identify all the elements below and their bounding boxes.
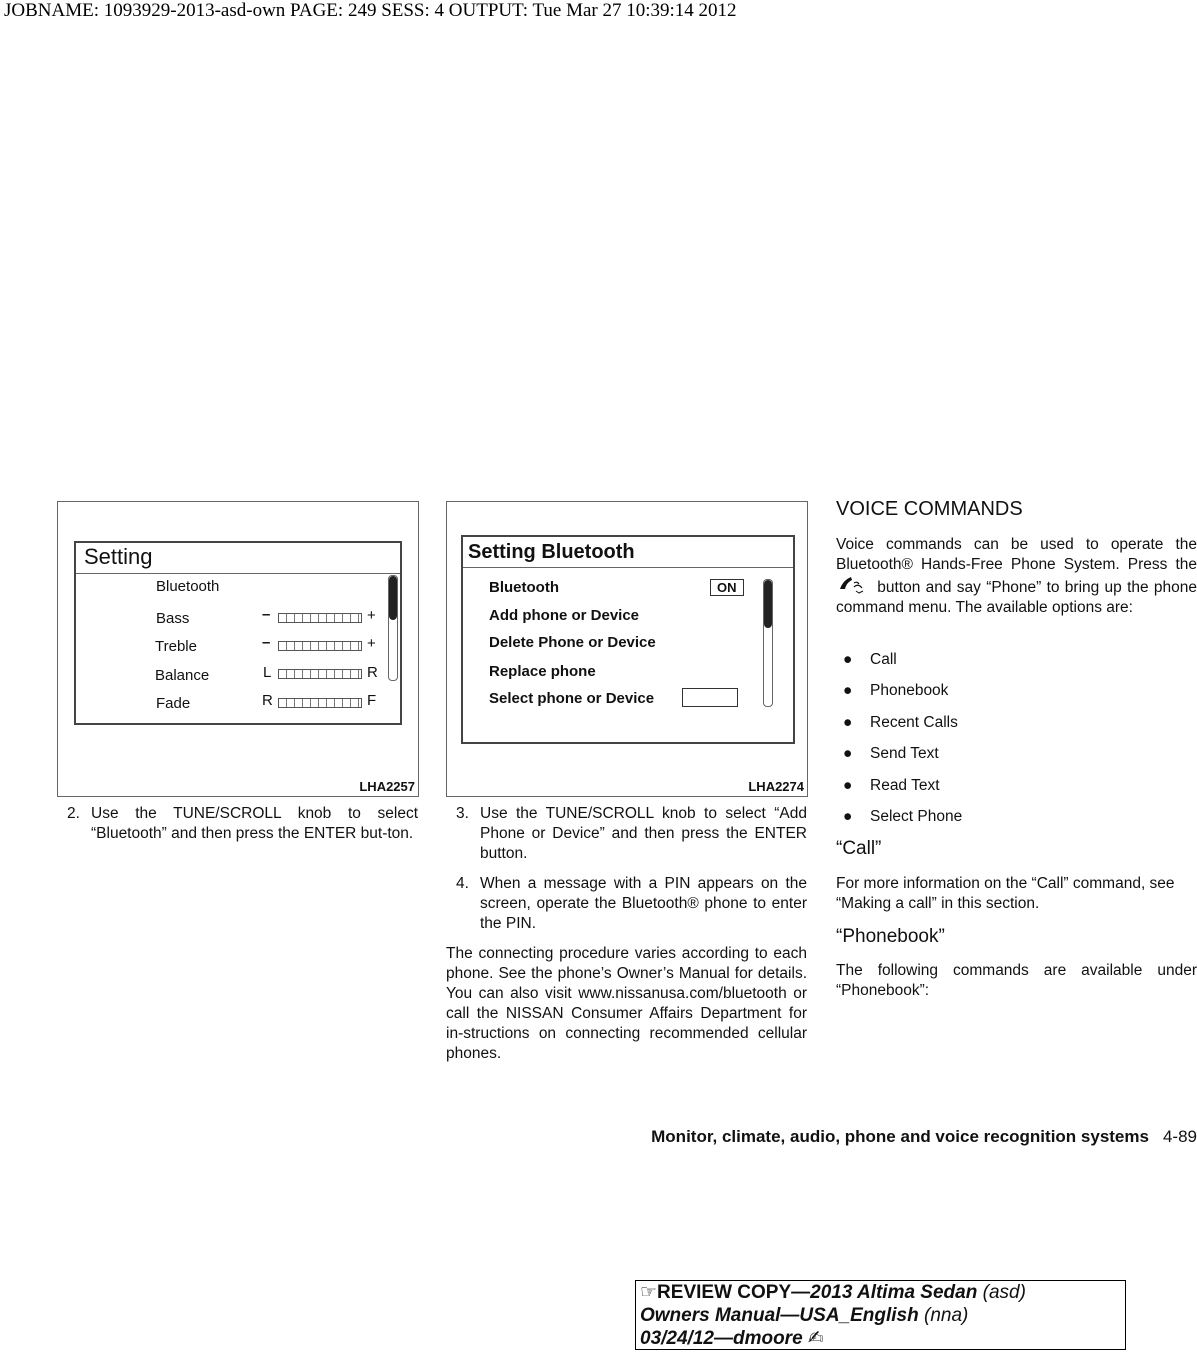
intro-after: button and say “Phone” to bring up the phone command menu. The available options are: [836,579,1197,616]
figure-setting [57,501,419,797]
setting-bluetooth-screen [461,535,795,744]
select-phone-box [682,688,738,707]
scrollbar [763,579,773,707]
menu-item-fade: Fade [156,695,191,712]
phonebook-text: The following commands are available under “Phonebook”: [836,962,1197,999]
bass-left-label: – [262,606,271,623]
fade-right-label: F [367,692,377,709]
screen-title: Setting Bluetooth [468,541,635,563]
treble-left-label: – [262,634,271,651]
menu-item-add-phone: Add phone or Device [489,607,640,624]
step-number: 4. [456,875,469,892]
column-1 [57,804,418,854]
bluetooth-on-badge: ON [710,579,744,596]
menu-item-balance: Balance [155,667,210,684]
balance-meter [278,669,362,679]
call-heading: “Call” [836,838,882,859]
step-2 [57,804,418,844]
review-copy-box [635,1280,1126,1350]
bass-meter [278,613,362,623]
step-number: 3. [456,805,469,822]
column-2 [446,804,807,1064]
balance-left-label: L [263,664,272,681]
list-item: ● Recent Calls [843,713,958,731]
balance-right-label: R [367,664,378,681]
review-line-1: ☞REVIEW COPY—2013 Altima Sedan (asd) [640,1282,1026,1303]
page-footer [651,1127,1197,1147]
step-text: When a message with a PIN appears on the screen, operate the Bluetooth® phone to enter the PIN. [480,875,807,932]
scrollbar [388,575,398,681]
list-item: ● Call [843,651,897,668]
scroll-thumb [764,580,772,628]
step-number: 2. [67,805,80,822]
menu-item-select-phone: Select phone or Device [489,690,655,707]
figure-code: LHA2274 [748,779,804,794]
pointing-hand-icon: ☞ [640,1282,658,1303]
writing-hand-icon: ✍ [807,1328,824,1349]
menu-item-bass: Bass [156,610,190,627]
setting-screen [74,541,402,725]
options-list [836,651,1197,839]
figure-code: LHA2257 [359,779,415,794]
step-4 [446,874,807,934]
fade-left-label: R [262,692,273,709]
menu-item-delete-phone: Delete Phone or Device [489,634,656,651]
figure-setting-bluetooth [446,501,808,797]
treble-meter [278,641,362,651]
step-text: Use the TUNE/SCROLL knob to select “Add Phone or Device” and then press the ENTER button. [480,805,807,862]
step-3 [446,804,807,864]
connecting-paragraph: The connecting procedure varies according to each phone. See the phone’s Owner’s Manual for details. You can also visit www.nissanusa.com/bluetooth or call the NISSAN Consumer Affairs Department for in-structions on connecting recommended cellular phones. [446,945,807,1062]
list-item: ● Select Phone [843,807,963,825]
list-item: ● Phonebook [843,682,949,700]
menu-item-bluetooth: Bluetooth [156,578,220,595]
list-item: ● Read Text [843,776,940,794]
intro-before: Voice commands can be used to operate the Bluetooth® Hands-Free Phone System. Press the [836,536,1197,573]
menu-item-treble: Treble [155,638,197,655]
call-text: For more information on the “Call” command, see “Making a call” in this section. [836,875,1175,912]
voice-commands-intro [836,535,1197,618]
list-item: ● Send Text [843,745,939,763]
step-text: Use the TUNE/SCROLL knob to select “Bluetooth” and then press the ENTER but-ton. [91,805,418,842]
review-line-2: Owners Manual—USA_English (nna) [640,1305,969,1326]
job-header: JOBNAME: 1093929-2013-asd-own PAGE: 249 SESS: 4 OUTPUT: Tue Mar 27 10:39:14 2012 [4,0,737,21]
menu-item-replace-phone: Replace phone [489,663,596,680]
bass-right-label: + [367,607,376,624]
menu-item-bluetooth: Bluetooth [489,579,559,596]
scroll-thumb [389,576,397,620]
review-line-3: 03/24/12—dmoore ✍ [640,1328,824,1349]
phonebook-heading: “Phonebook” [836,926,945,947]
fade-meter [278,698,362,708]
screen-title: Setting [84,544,153,569]
treble-right-label: + [367,635,376,652]
section-title: Monitor, climate, audio, phone and voice recognition systems [651,1127,1149,1146]
phone-button-icon [836,575,872,593]
page-number: 4-89 [1162,1127,1197,1146]
voice-commands-heading: VOICE COMMANDS [836,498,1023,520]
